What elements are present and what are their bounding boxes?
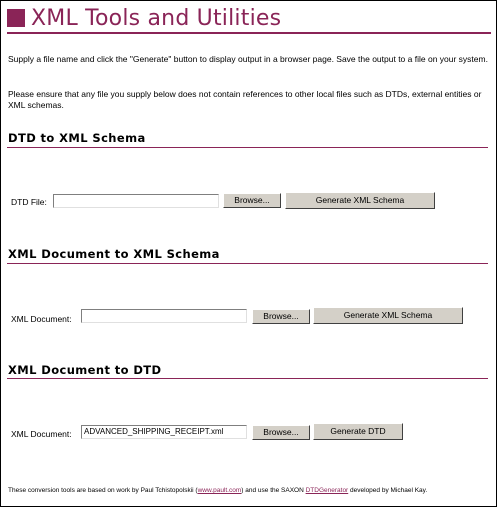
section-heading-xml-to-dtd: XML Document to DTD [8,363,162,377]
dtdgenerator-link[interactable]: DTDGenerator [305,487,349,494]
xml-document-input-schema[interactable] [81,309,247,323]
footer-text-3: developed by Michael Kay. [348,487,428,494]
section-divider [7,378,488,379]
xml-schema-browse-button[interactable]: Browse... [252,309,310,324]
generate-xml-schema-from-dtd-button[interactable]: Generate XML Schema [285,192,435,209]
footer-text-1: These conversion tools are based on work by Paul Tchistopolskii ( [8,487,198,494]
page-title: XML Tools and Utilities [31,5,282,31]
intro-paragraph-1: Supply a file name and click the "Generate" button to display output in a browser page. Save the output to a file on your system. [8,54,488,64]
section-heading-xml-to-schema: XML Document to XML Schema [8,247,220,261]
xml-document-input-dtd[interactable]: ADVANCED_SHIPPING_RECEIPT.xml [81,425,247,439]
pault-link[interactable]: www.pault.com [197,487,242,494]
footer-credits [8,487,427,494]
section-divider [7,147,488,148]
dtd-browse-button[interactable]: Browse... [223,193,281,208]
dtd-file-label: DTD File: [11,197,47,207]
generate-dtd-button[interactable]: Generate DTD [313,423,403,440]
xml-document-label: XML Document: [11,429,72,439]
title-square-icon [7,9,25,27]
intro-paragraph-2: Please ensure that any file you supply below does not contain references to other local files such as DTDs, external entities or XML schemas. [8,89,482,110]
page-header [7,5,281,31]
section-divider [7,263,488,264]
section-heading-dtd-to-schema: DTD to XML Schema [8,131,146,145]
footer-text-2: ) and use the SAXON [241,487,306,494]
dtd-file-input[interactable] [53,194,219,208]
xml-dtd-browse-button[interactable]: Browse... [252,425,310,440]
xml-document-label: XML Document: [11,314,72,324]
generate-xml-schema-from-xml-button[interactable]: Generate XML Schema [313,307,463,324]
title-divider [7,32,491,34]
